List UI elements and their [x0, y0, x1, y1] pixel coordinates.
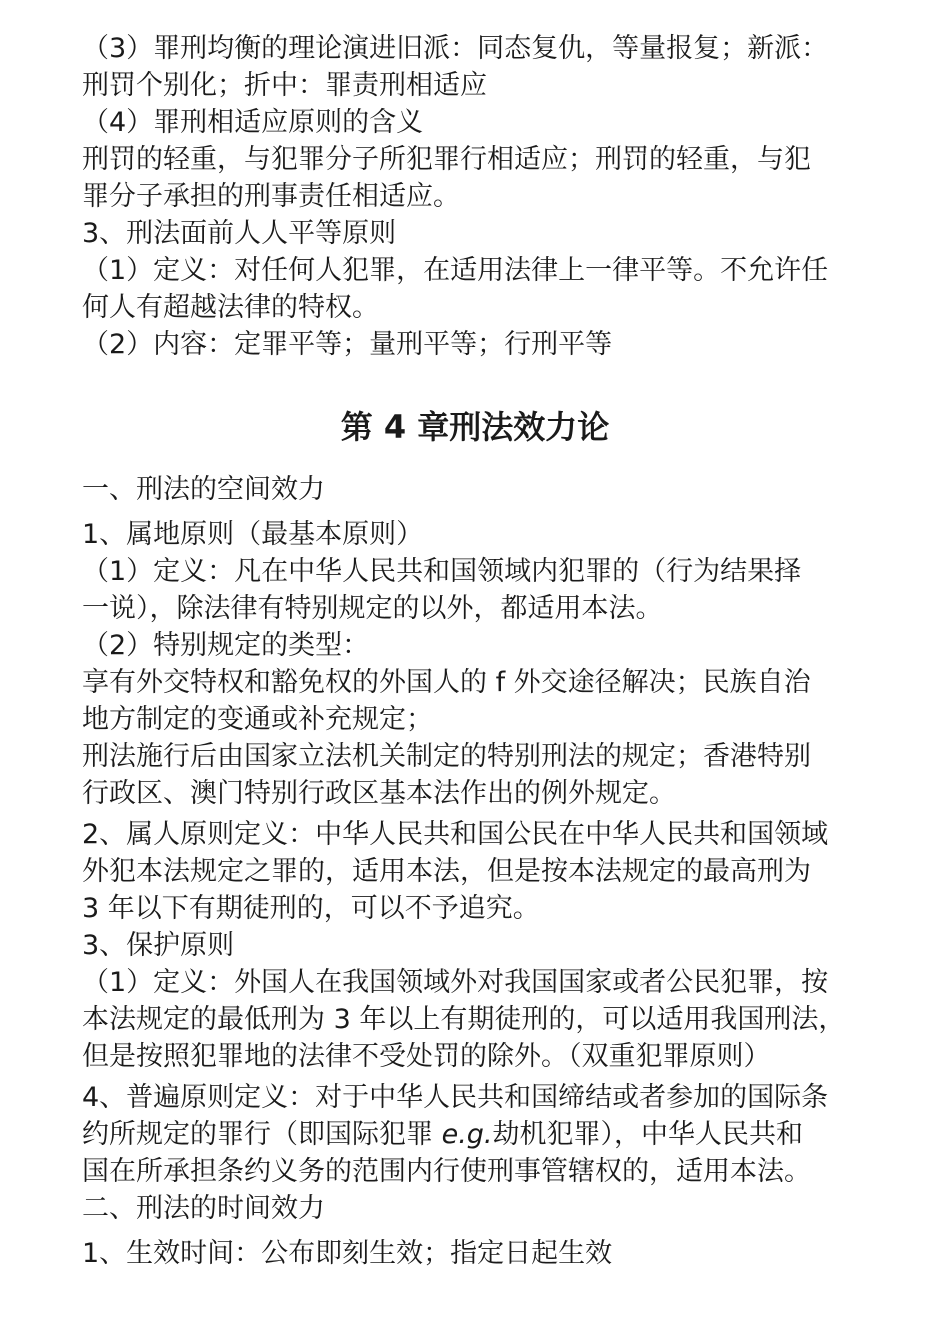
chapter-title: 第 4 章刑法效力论	[340, 408, 610, 446]
text-line: 一说），除法律有特别规定的以外，都适用本法。	[82, 593, 663, 624]
text-line: 刑法施行后由国家立法机关制定的特别刑法的规定；香港特别	[82, 741, 811, 772]
text-line: 刑罚个别化；折中：罪责刑相适应	[82, 70, 487, 101]
text-line: 但是按照犯罪地的法律不受处罚的除外。（双重犯罪原则）	[82, 1041, 771, 1072]
text-line: （1）定义：对任何人犯罪，在适用法律上一律平等。不允许任	[82, 255, 829, 286]
text-line: 本法规定的最低刑为 3 年以上有期徒刑的，可以适用我国刑法，	[82, 1004, 846, 1035]
text-line: （2）内容：定罪平等；量刑平等；行刑平等	[82, 329, 613, 360]
text-line: 1、生效时间：公布即刻生效；指定日起生效	[82, 1238, 613, 1269]
text-line: 刑罚的轻重，与犯罪分子所犯罪行相适应；刑罚的轻重，与犯	[82, 144, 811, 175]
subsection-heading: 3、保护原则	[82, 930, 235, 961]
text-line: 4、普遍原则定义：对于中华人民共和国缔结或者参加的国际条	[82, 1082, 829, 1113]
text-fragment: 劫机犯罪），中华人民共和	[492, 1119, 804, 1150]
text-fragment: 约所规定的罪行（即国际犯罪	[82, 1119, 442, 1150]
example-abbrev: e.g.	[441, 1119, 493, 1150]
text-line: （3）罪刑均衡的理论演进旧派：同态复仇，等量报复；新派：	[82, 33, 829, 64]
text-line: 罪分子承担的刑事责任相适应。	[82, 181, 460, 212]
text-line: 国在所承担条约义务的范围内行使刑事管辖权的，适用本法。	[82, 1156, 811, 1187]
text-line: 何人有超越法律的特权。	[82, 292, 379, 323]
text-line: 行政区、澳门特别行政区基本法作出的例外规定。	[82, 778, 676, 809]
section-heading: 一、刑法的空间效力	[82, 474, 325, 505]
text-line: 外犯本法规定之罪的，适用本法，但是按本法规定的最高刑为	[82, 856, 811, 887]
text-line: （1）定义：凡在中华人民共和国领域内犯罪的（行为结果择	[82, 556, 802, 587]
text-line: （4）罪刑相适应原则的含义	[82, 107, 424, 138]
text-line: 2、属人原则定义：中华人民共和国公民在中华人民共和国领域	[82, 819, 829, 850]
subsection-heading: 1、属地原则（最基本原则）	[82, 519, 424, 550]
text-line: 3、刑法面前人人平等原则	[82, 218, 397, 249]
text-line	[0, 1116, 882, 1153]
text-line: （1）定义：外国人在我国领域外对我国国家或者公民犯罪，按	[82, 967, 829, 998]
text-line: 3 年以下有期徒刑的，可以不予追究。	[82, 893, 540, 924]
text-line: （2）特别规定的类型：	[82, 630, 370, 661]
text-line: 地方制定的变通或补充规定；	[82, 704, 433, 735]
text-line: 享有外交特权和豁免权的外国人的 f 外交途径解决；民族自治	[82, 667, 811, 698]
section-heading: 二、刑法的时间效力	[82, 1193, 325, 1224]
